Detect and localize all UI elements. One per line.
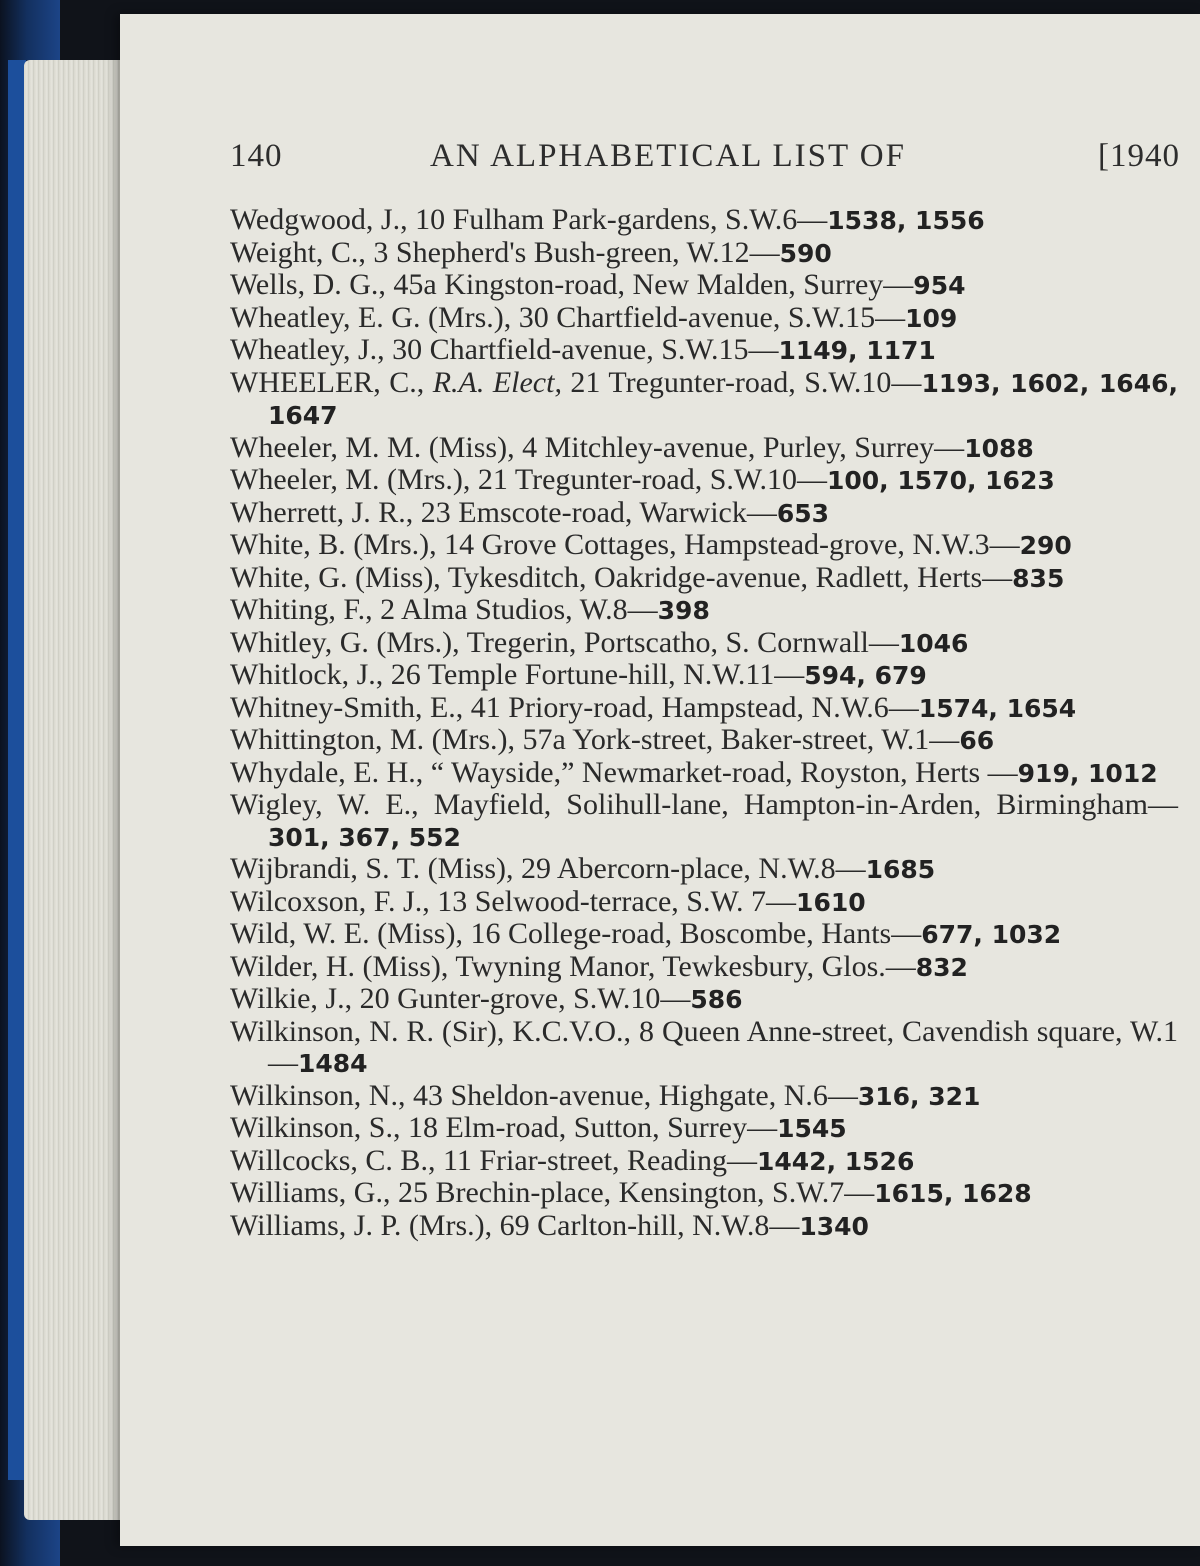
entry-address: Wells, D. G., 45a Kingston-road, New Malden, Surrey— [230, 268, 914, 301]
entry-exhibit-numbers: 1193, 1602, 1646, 1647 [268, 368, 1178, 430]
list-item [230, 302, 1178, 335]
list-item [230, 1080, 1178, 1113]
list-item [230, 367, 1178, 432]
entry-address: Wilkinson, N., 43 Sheldon-avenue, Highgate, N.6— [230, 1078, 858, 1112]
entry-exhibit-numbers: 316, 321 [857, 1081, 981, 1111]
list-item [230, 951, 1178, 984]
entry-address: Wild, W. E. (Miss), 16 College-road, Boscombe, Hants— [230, 917, 922, 950]
entry-address: Wilder, H. (Miss), Twyning Manor, Tewkesbury, Glos.— [230, 949, 916, 983]
entry-exhibit-numbers: 1615, 1628 [874, 1179, 1032, 1208]
header-year: [1940 [1098, 138, 1180, 174]
entry-address: Williams, G., 25 Brechin-place, Kensington, S.W.7— [230, 1176, 875, 1209]
entry-exhibit-numbers: 832 [915, 952, 968, 982]
list-item [230, 432, 1178, 465]
entry-exhibit-numbers: 1574, 1654 [918, 693, 1077, 723]
entry-exhibit-numbers: 1046 [898, 628, 969, 658]
list-item [230, 1145, 1178, 1178]
page-edges [24, 60, 134, 1520]
entry-exhibit-numbers: 398 [657, 596, 710, 625]
entry-list [230, 204, 1178, 1242]
entry-exhibit-numbers: 954 [913, 271, 966, 300]
entry-exhibit-numbers: 1685 [865, 855, 936, 884]
entry-address: Willcocks, C. B., 11 Friar-street, Reading— [230, 1143, 757, 1177]
entry-exhibit-numbers: 919, 1012 [1017, 758, 1158, 788]
list-item [230, 464, 1178, 497]
entry-address: White, G. (Miss), Tykesditch, Oakridge-avenue, Radlett, Herts— [230, 560, 1013, 594]
entry-exhibit-numbers: 1149, 1171 [778, 336, 936, 365]
entry-distinction: R.A. Elect, [432, 365, 562, 399]
page-title: AN ALPHABETICAL LIST OF [430, 138, 906, 174]
entry-address: Wilkie, J., 20 Gunter-grove, S.W.10— [230, 982, 691, 1015]
entry-address: 21 Tregunter-road, S.W.10— [561, 365, 922, 399]
book-page [120, 14, 1200, 1546]
entry-exhibit-numbers: 594, 679 [804, 661, 927, 690]
list-item [230, 594, 1178, 627]
entry-exhibit-numbers: 677, 1032 [921, 920, 1062, 949]
entry-exhibit-numbers: 1484 [298, 1049, 368, 1078]
entry-address: Williams, J. P. (Mrs.), 69 Carlton-hill, N.W.8— [230, 1208, 800, 1242]
entry-exhibit-numbers: 1442, 1526 [756, 1146, 915, 1176]
entry-address: Weight, C., 3 Shepherd's Bush-green, W.12— [230, 235, 780, 269]
list-item [230, 757, 1178, 790]
entry-exhibit-numbers: 590 [779, 238, 832, 268]
running-header [230, 126, 1190, 176]
list-item [230, 334, 1178, 367]
entry-address: Wigley, W. E., Mayfield, Solihull-lane, Hampton-in-Arden, Birmingham— [230, 788, 1178, 821]
entry-exhibit-numbers: 290 [1019, 531, 1072, 560]
list-item [230, 237, 1178, 270]
list-item [230, 529, 1178, 562]
list-item [230, 724, 1178, 757]
list-item [230, 886, 1178, 919]
entry-address: Wheatley, J., 30 Chartfield-avenue, S.W.15— [230, 333, 779, 366]
entry-exhibit-numbers: 653 [776, 498, 830, 528]
entry-address: Wheeler, M. M. (Miss), 4 Mitchley-avenue, Purley, Surrey— [230, 430, 965, 464]
list-item [230, 659, 1178, 692]
list-item [230, 853, 1178, 886]
entry-address: Wilkinson, S., 18 Elm-road, Sutton, Surrey— [230, 1111, 778, 1144]
list-item [230, 562, 1178, 595]
entry-exhibit-numbers: 586 [690, 985, 743, 1014]
list-item [230, 692, 1178, 725]
list-item [230, 497, 1178, 530]
entry-exhibit-numbers: 1545 [777, 1114, 847, 1143]
entry-exhibit-numbers: 100, 1570, 1623 [827, 466, 1055, 495]
entry-exhibit-numbers: 1340 [799, 1211, 869, 1241]
list-item [230, 1016, 1178, 1080]
entry-exhibit-numbers: 1610 [796, 887, 866, 917]
entry-address: Wheatley, E. G. (Mrs.), 30 Chartfield-avenue, S.W.15— [230, 300, 906, 334]
page-number: 140 [230, 138, 283, 174]
entry-address: Wilcoxson, F. J., 13 Selwood-terrace, S.W. 7— [230, 884, 797, 918]
entry-exhibit-numbers: 66 [959, 726, 995, 755]
list-item [230, 789, 1178, 853]
entry-address: Whittington, M. (Mrs.), 57a York-street, Baker-street, W.1— [230, 723, 960, 756]
list-item [230, 1112, 1178, 1145]
entry-exhibit-numbers: 1538, 1556 [827, 206, 985, 235]
list-item [230, 1210, 1178, 1243]
list-item [230, 1177, 1178, 1210]
entry-exhibit-numbers: 835 [1012, 563, 1065, 593]
entry-address: Wedgwood, J., 10 Fulham Park-gardens, S.W.6— [230, 203, 828, 236]
list-item [230, 918, 1178, 951]
entry-address: Wijbrandi, S. T. (Miss), 29 Abercorn-place, N.W.8— [230, 852, 866, 885]
list-item [230, 983, 1178, 1016]
list-item [230, 204, 1178, 237]
entry-address: Whydale, E. H., “ Wayside,” Newmarket-road, Royston, Herts — [230, 755, 1018, 789]
entry-address: Whitlock, J., 26 Temple Fortune-hill, N.W.11— [230, 658, 805, 691]
entry-address: Wheeler, M. (Mrs.), 21 Tregunter-road, S.W.10— [230, 463, 827, 496]
entry-address: Whitney-Smith, E., 41 Priory-road, Hampstead, N.W.6— [230, 690, 919, 724]
entry-exhibit-numbers: 109 [905, 303, 958, 333]
entry-exhibit-numbers: 1088 [964, 433, 1034, 463]
list-item [230, 627, 1178, 660]
entry-address: Wherrett, J. R., 23 Emscote-road, Warwick— [230, 495, 777, 529]
list-item [230, 269, 1178, 302]
entry-exhibit-numbers: 301, 367, 552 [268, 822, 461, 852]
entry-address: White, B. (Mrs.), 14 Grove Cottages, Hampstead-grove, N.W.3— [230, 528, 1020, 561]
entry-address: Whiting, F., 2 Alma Studios, W.8— [230, 593, 658, 626]
entry-address: Whitley, G. (Mrs.), Tregerin, Portscatho, S. Cornwall— [230, 625, 899, 659]
entry-name: WHEELER, C., [230, 365, 433, 399]
entry-address: Wilkinson, N. R. (Sir), K.C.V.O., 8 Queen Anne-street, Cavendish square, W.1— [230, 1014, 1178, 1079]
